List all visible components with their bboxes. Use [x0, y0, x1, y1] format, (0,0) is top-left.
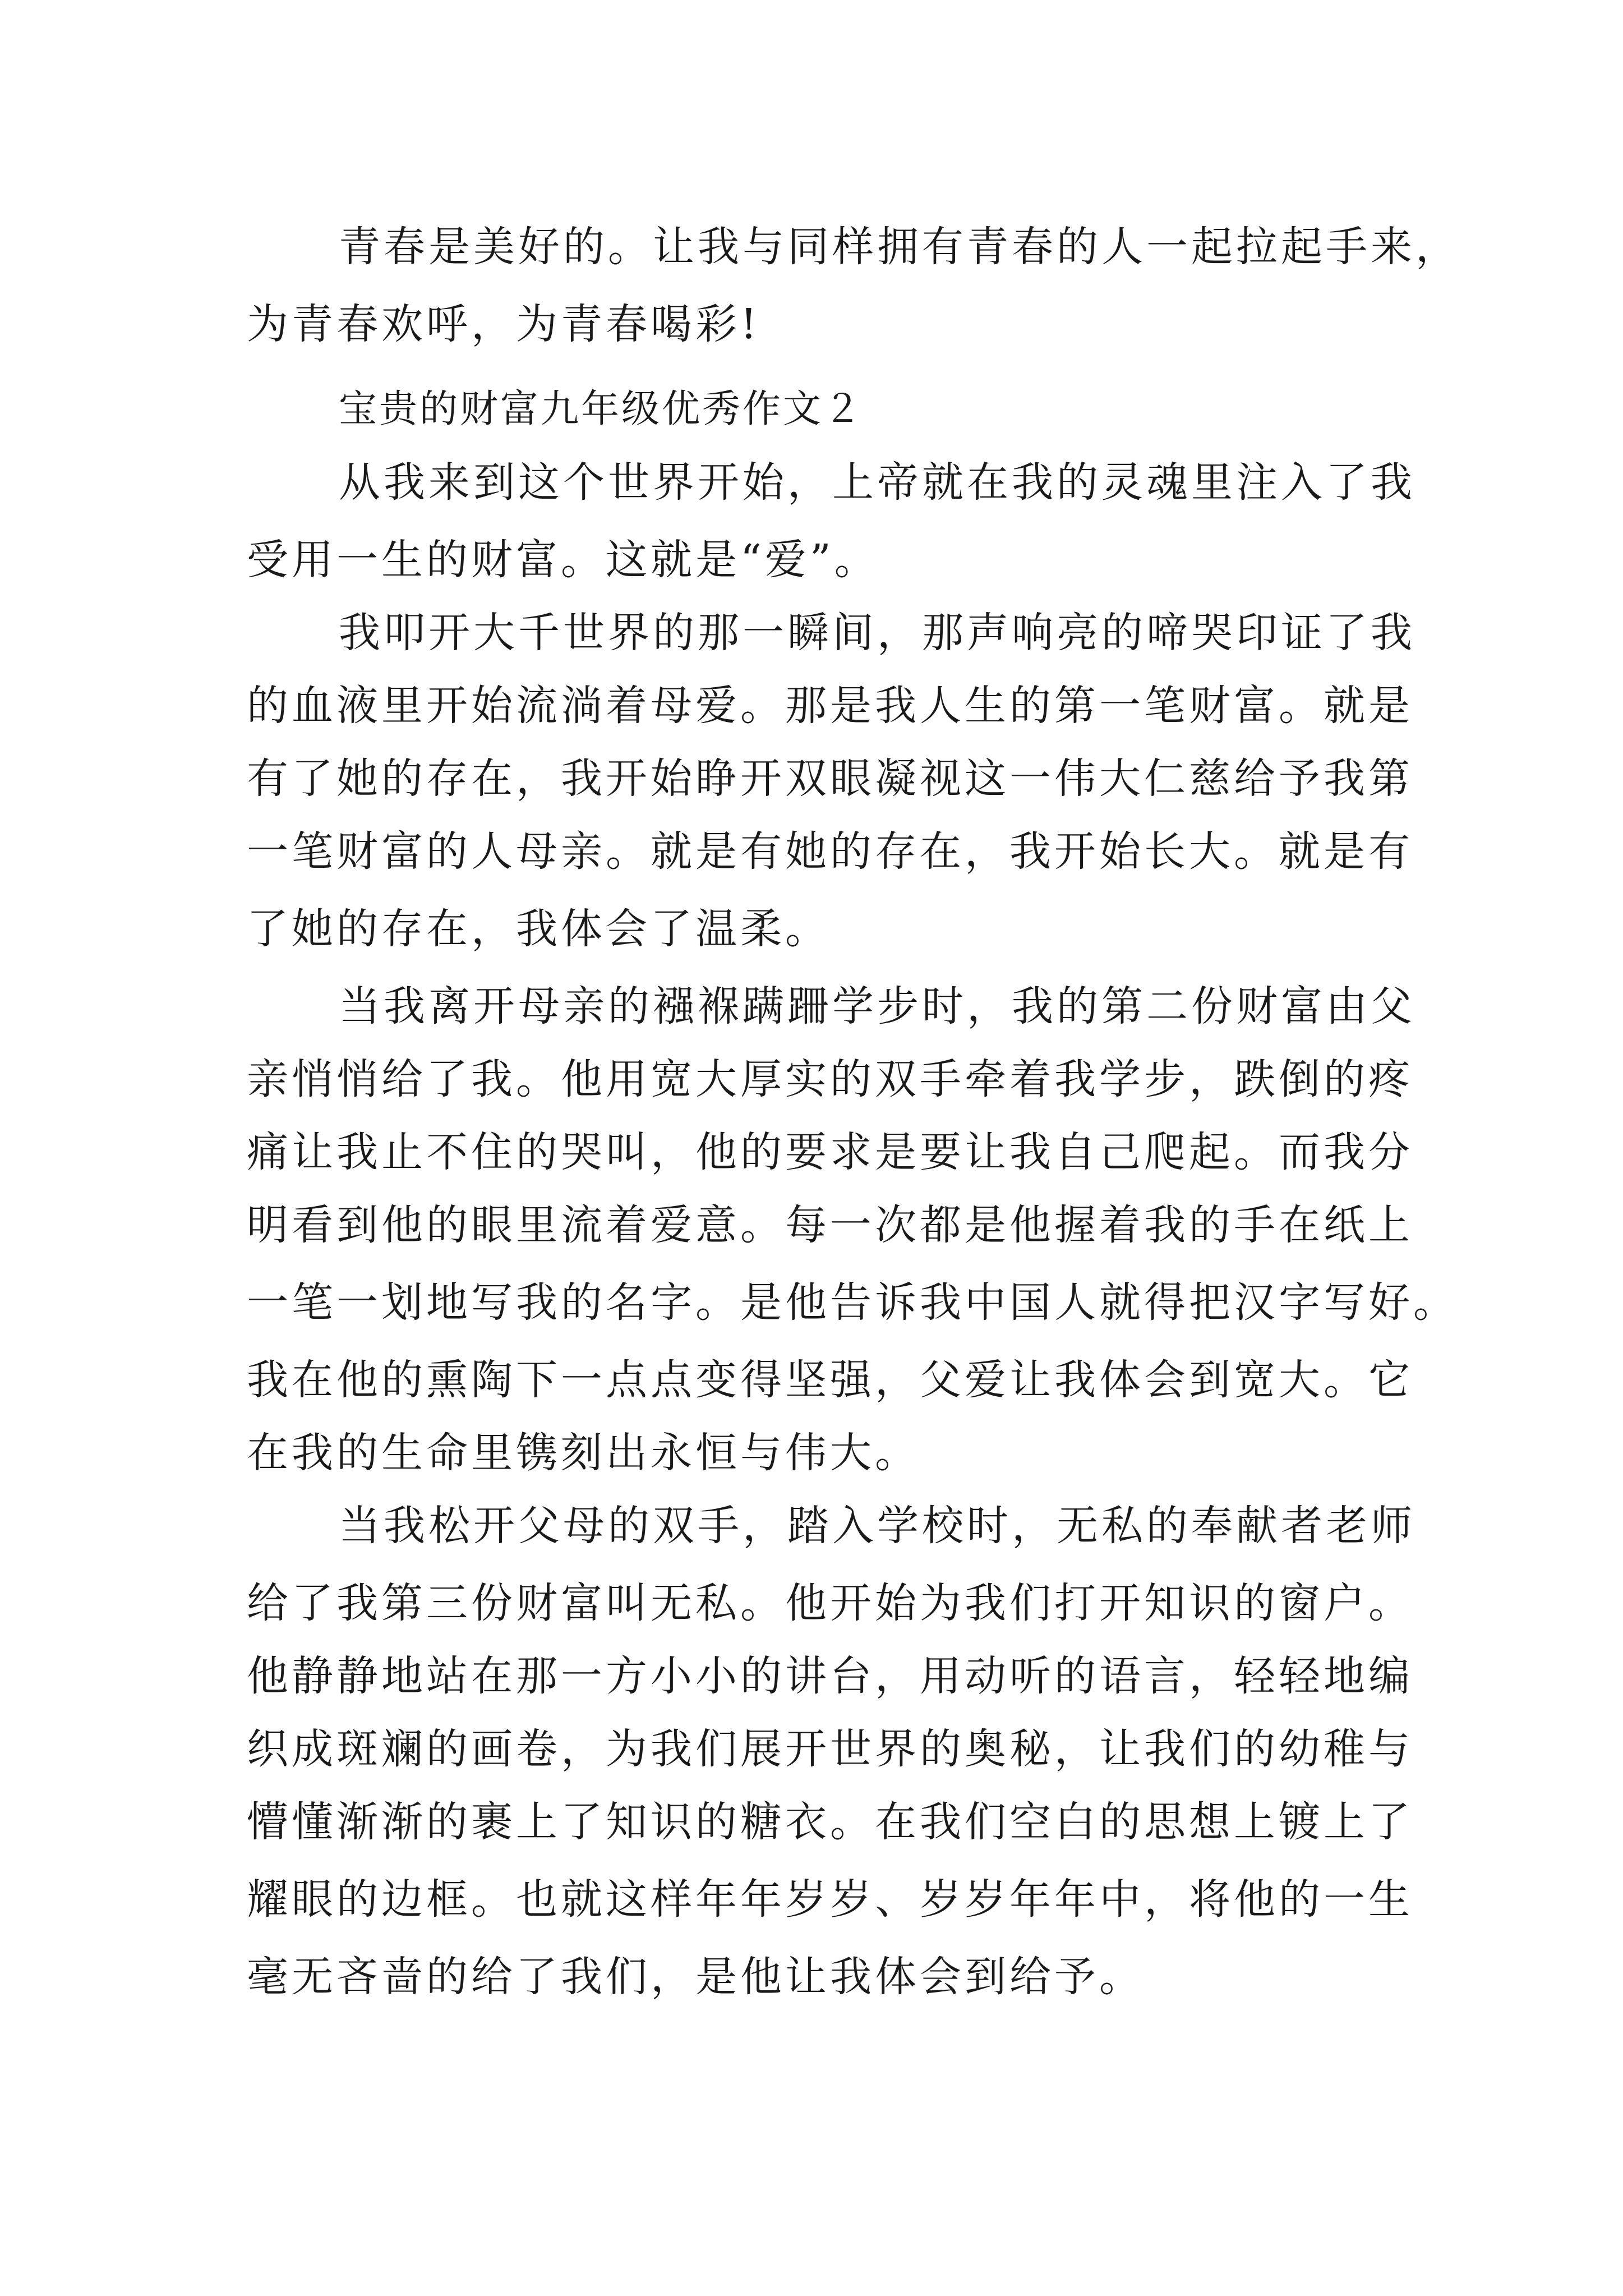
text-line: 我在他的熏陶下一点点变得坚强，父爱让我体会到宽大。它: [247, 1356, 1413, 1404]
text-line: 在我的生命里镌刻出永恒与伟大。: [247, 1429, 920, 1477]
text-line: 懵懂渐渐的裹上了知识的糖衣。在我们空白的思想上镀上了: [247, 1798, 1413, 1846]
text-line: 当我松开父母的双手，踏入学校时，无私的奉献者老师: [339, 1502, 1415, 1550]
text-line: 毫无吝啬的给了我们，是他让我体会到给予。: [247, 1953, 1144, 2001]
text-line: 从我来到这个世界开始，上帝就在我的灵魂里注入了我: [339, 458, 1415, 507]
text-line: 亲悄悄给了我。他用宽大厚实的双手牵着我学步，跌倒的疼: [247, 1055, 1413, 1103]
text-line: 痛让我止不住的哭叫，他的要求是要让我自己爬起。而我分: [247, 1128, 1413, 1176]
text-line: 当我离开母亲的襁褓蹒跚学步时，我的第二份财富由父: [339, 982, 1415, 1030]
text-line: 一笔一划地写我的名字。是他告诉我中国人就得把汉字写好。: [247, 1278, 1458, 1327]
text-line: 明看到他的眼里流着爱意。每一次都是他握着我的手在纸上: [247, 1201, 1413, 1249]
text-line: 青春是美好的。让我与同样拥有青春的人一起拉起手来，: [339, 223, 1460, 271]
text-line: 织成斑斓的画卷，为我们展开世界的奥秘，让我们的幼稚与: [247, 1725, 1413, 1773]
section-title: 宝贵的财富九年级优秀作文２: [339, 387, 864, 431]
text-line: 为青春欢呼，为青春喝彩!: [247, 300, 760, 348]
text-line: 给了我第三份财富叫无私。他开始为我们打开知识的窗户。: [247, 1579, 1413, 1627]
text-line: 我叩开大千世界的那一瞬间，那声响亮的啼哭印证了我: [339, 609, 1415, 657]
text-line: 一笔财富的人母亲。就是有她的存在，我开始长大。就是有: [247, 827, 1413, 876]
text-line: 有了她的存在，我开始睁开双眼凝视这一伟大仁慈给予我第: [247, 754, 1413, 803]
text-line: 受用一生的财富。这就是“爱”。: [247, 536, 879, 584]
text-line: 的血液里开始流淌着母爱。那是我人生的第一笔财富。就是: [247, 682, 1413, 730]
text-line: 耀眼的边框。也就这样年年岁岁、岁岁年年中，将他的一生: [247, 1875, 1413, 1924]
text-line: 他静静地站在那一方小小的讲台，用动听的语言，轻轻地编: [247, 1652, 1413, 1700]
text-line: 了她的存在，我体会了温柔。: [247, 905, 830, 953]
